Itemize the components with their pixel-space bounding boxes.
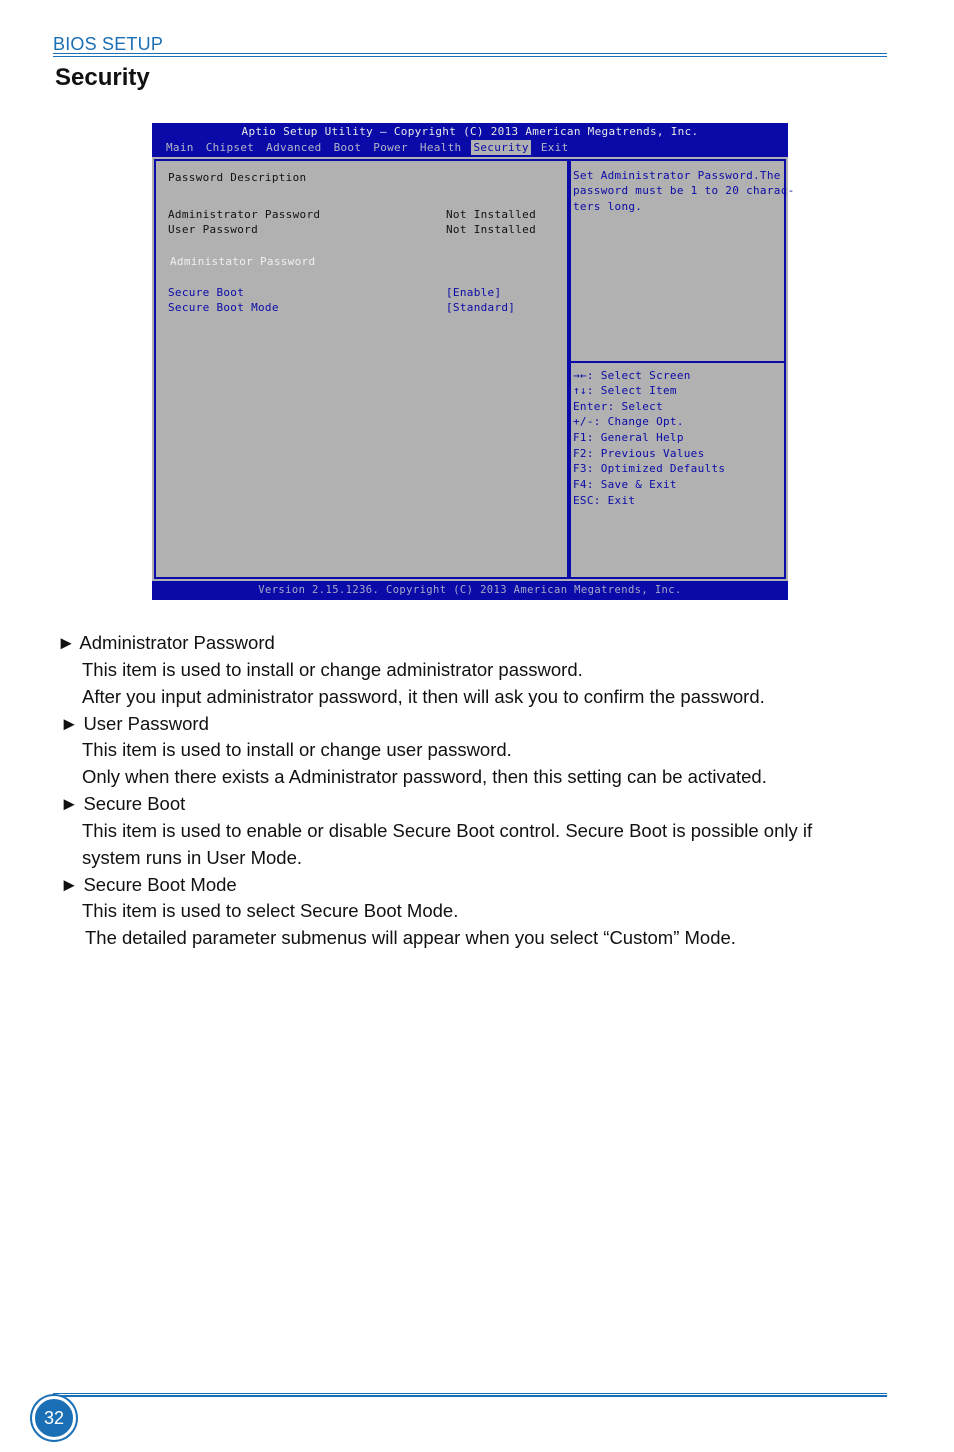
item-description: This item is used to install or change administrator password. bbox=[82, 659, 583, 680]
secure-boot-label[interactable]: Secure Boot bbox=[168, 286, 245, 299]
tab-chipset[interactable]: Chipset bbox=[205, 141, 255, 154]
secure-boot-mode-label[interactable]: Secure Boot Mode bbox=[168, 301, 279, 314]
page-number-badge: 32 bbox=[32, 1396, 76, 1440]
key-hint: F3: Optimized Defaults bbox=[573, 462, 726, 475]
key-hint: F1: General Help bbox=[573, 431, 684, 444]
footer-rule bbox=[53, 1393, 887, 1397]
key-hint: ↑↓: Select Item bbox=[573, 384, 677, 397]
tab-advanced[interactable]: Advanced bbox=[266, 141, 322, 154]
section-title: Security bbox=[55, 64, 150, 91]
item-description: Only when there exists a Administrator password, then this setting can be activated. bbox=[82, 766, 767, 787]
secure-boot-value[interactable]: [Enable] bbox=[446, 286, 502, 299]
key-hint: Enter: Select bbox=[573, 400, 663, 413]
tab-exit[interactable]: Exit bbox=[540, 141, 569, 154]
key-hint: F2: Previous Values bbox=[573, 447, 705, 460]
password-description-heading: Password Description bbox=[168, 171, 307, 184]
tab-security[interactable]: Security bbox=[473, 141, 529, 154]
item-title-administrator-password: ► Administrator Password bbox=[57, 632, 275, 653]
bios-keys-pane bbox=[569, 361, 786, 579]
item-description: The detailed parameter submenus will appear when you select “Custom” Mode. bbox=[85, 927, 736, 948]
item-description: This item is used to select Secure Boot Mode. bbox=[82, 900, 459, 921]
header-rule bbox=[53, 53, 887, 57]
item-title-secure-boot-mode: ► Secure Boot Mode bbox=[60, 874, 237, 895]
secure-boot-mode-value[interactable]: [Standard] bbox=[446, 301, 516, 314]
bios-title-bar bbox=[152, 123, 788, 157]
bios-help-pane bbox=[569, 159, 795, 363]
bios-title: Aptio Setup Utility – Copyright (C) 2013 American Megatrends, Inc. bbox=[241, 125, 699, 138]
key-hint: →←: Select Screen bbox=[573, 369, 691, 382]
key-hint: F4: Save & Exit bbox=[573, 478, 677, 491]
admin-password-status: Not Installed bbox=[446, 208, 536, 221]
item-description: This item is used to enable or disable Secure Boot control. Secure Boot is possible only if bbox=[82, 820, 813, 841]
help-text-line: password must be 1 to 20 charac- bbox=[573, 184, 795, 197]
item-description: system runs in User Mode. bbox=[82, 847, 303, 868]
item-title-user-password: ► User Password bbox=[60, 713, 209, 734]
admin-password-label: Administrator Password bbox=[168, 208, 321, 221]
key-hint: +/-: Change Opt. bbox=[573, 415, 684, 428]
key-hint: ESC: Exit bbox=[573, 494, 636, 507]
bios-version-footer: Version 2.15.1236. Copyright (C) 2013 American Megatrends, Inc. bbox=[152, 581, 788, 600]
bios-screenshot bbox=[152, 123, 795, 600]
user-password-label: User Password bbox=[168, 223, 258, 236]
user-password-status: Not Installed bbox=[446, 223, 536, 236]
tab-main[interactable]: Main bbox=[166, 141, 194, 154]
administrator-password-menu-item[interactable]: Administator Password bbox=[170, 255, 316, 268]
bios-settings-pane bbox=[154, 159, 569, 579]
item-description: This item is used to install or change user password. bbox=[82, 739, 512, 760]
bios-tab-bar bbox=[164, 140, 579, 155]
help-text-line: ters long. bbox=[573, 200, 643, 213]
tab-boot[interactable]: Boot bbox=[333, 141, 362, 154]
help-text-line: Set Administrator Password.The bbox=[573, 169, 781, 182]
item-description: After you input administrator password, it then will ask you to confirm the password. bbox=[82, 686, 765, 707]
item-title-secure-boot: ► Secure Boot bbox=[60, 793, 186, 814]
tab-health[interactable]: Health bbox=[419, 141, 462, 154]
page-header-title: BIOS SETUP bbox=[53, 34, 164, 54]
tab-power[interactable]: Power bbox=[373, 141, 408, 154]
